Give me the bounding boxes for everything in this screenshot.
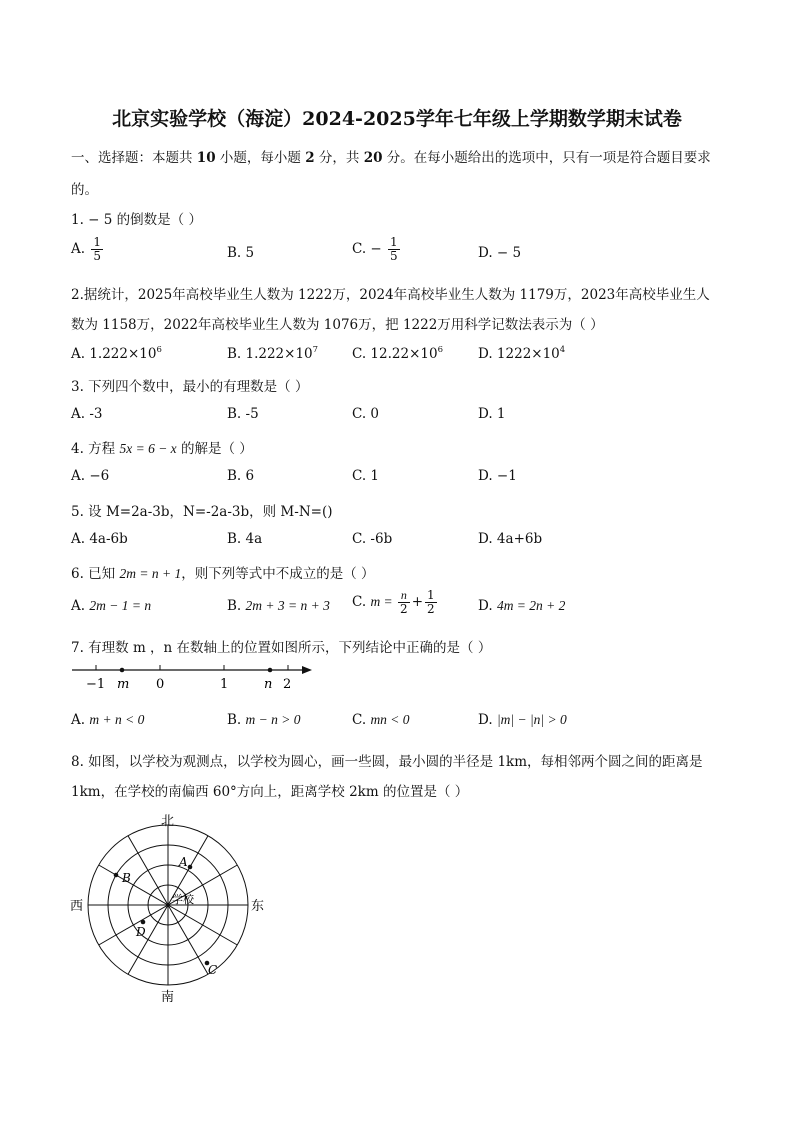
score-total: 20 <box>363 150 383 166</box>
q3-option-d[interactable]: D. 1 <box>478 406 506 422</box>
axis-label-0: 0 <box>156 677 165 692</box>
option-math: m + n < 0 <box>89 712 145 727</box>
option-text: B. 1.222×10 <box>227 346 313 362</box>
equation: 5x = 6 − x <box>119 441 177 456</box>
q2-option-b[interactable] <box>227 345 318 362</box>
axis-label-neg1: −1 <box>86 677 106 692</box>
q6-option-b[interactable] <box>227 598 330 614</box>
point-n <box>268 668 273 673</box>
q8-stem-line1: 8. 如图，以学校为观测点，以学校为圆心，画一些圆，最小圆的半径是 1km，每相邻两个圆之间的距离是 <box>71 754 703 770</box>
q7-option-c[interactable] <box>352 712 410 728</box>
west-label: 西 <box>70 899 84 914</box>
stem-text: ，则下列等式中不成立的是（ ） <box>181 566 375 582</box>
q4-stem <box>71 437 253 457</box>
axis-label-m: m <box>117 677 130 692</box>
denominator: 5 <box>390 249 398 263</box>
option-label: B. <box>227 712 242 728</box>
numerator: n <box>398 589 410 603</box>
option-text: A. 1.222×10 <box>71 346 157 362</box>
point-d <box>141 920 146 925</box>
school-label: 学校 <box>172 893 194 906</box>
q1-stem: 1. − 5 的倒数是（ ） <box>71 212 202 228</box>
section-instructions-cont: 的。 <box>71 182 98 198</box>
denominator: 2 <box>400 602 408 616</box>
section-text: 小题，每小题 <box>215 150 306 166</box>
south-label: 南 <box>161 990 175 1005</box>
option-math: |m| − |n| > 0 <box>496 712 567 727</box>
q4-option-c[interactable]: C. 1 <box>352 468 380 484</box>
option-math: 4m = 2n + 2 <box>496 598 566 613</box>
q1-option-c[interactable] <box>352 236 402 263</box>
option-math: 2m + 3 = n + 3 <box>245 598 330 613</box>
q4-option-b[interactable]: B. 6 <box>227 468 255 484</box>
compass-diagram <box>66 808 276 1008</box>
label-d: D <box>136 925 146 939</box>
option-text: D. 1222×10 <box>478 346 560 362</box>
option-text: C. 12.22×10 <box>352 346 438 362</box>
option-label: D. <box>478 598 493 614</box>
option-label: C. − <box>352 241 382 257</box>
option-math: mn < 0 <box>370 712 410 727</box>
axis-label-1: 1 <box>220 677 229 692</box>
section-instructions <box>71 146 711 166</box>
numerator: 1 <box>390 235 398 249</box>
q3-option-a[interactable]: A. -3 <box>71 406 103 422</box>
denominator: 5 <box>93 249 101 263</box>
section-text: 分，共 <box>314 150 364 166</box>
point-b <box>114 873 119 878</box>
q7-option-b[interactable] <box>227 712 301 728</box>
stem-text: 的解是（ ） <box>176 441 253 457</box>
numerator: 1 <box>427 588 435 602</box>
number-line-figure <box>66 658 326 694</box>
option-math: m = <box>370 594 397 609</box>
section-text: 一、选择题：本题共 <box>71 150 197 166</box>
q3-option-b[interactable]: B. -5 <box>227 406 259 422</box>
option-label: D. <box>478 712 493 728</box>
option-math: 2m − 1 = n <box>89 598 152 613</box>
numerator: 1 <box>93 235 101 249</box>
q2-option-d[interactable] <box>478 345 565 362</box>
q6-option-c[interactable] <box>352 589 439 616</box>
label-a: A <box>179 855 188 869</box>
axis-label-2: 2 <box>283 677 292 692</box>
axis-label-n: n <box>264 677 273 692</box>
q7-option-d[interactable] <box>478 712 567 728</box>
q5-option-b[interactable]: B. 4a <box>227 531 263 547</box>
arrow-head-icon <box>302 666 312 674</box>
q4-option-d[interactable]: D. −1 <box>478 468 517 484</box>
option-label: A. <box>71 712 86 728</box>
q2-stem-line1: 2.据统计，2025年高校毕业生人数为 1222万，2024年高校毕业生人数为 1179万，2023年高校毕业生人 <box>71 287 710 303</box>
east-label: 东 <box>251 899 265 914</box>
section-text: 分。在每小题给出的选项中，只有一项是符合题目要求 <box>382 150 711 166</box>
q5-stem: 5. 设 M=2a-3b，N=-2a-3b，则 M-N=() <box>71 504 333 520</box>
q1-option-b[interactable]: B. 5 <box>227 245 255 261</box>
q6-stem <box>71 562 375 582</box>
score-each: 2 <box>305 150 315 166</box>
exponent: 7 <box>312 345 319 355</box>
option-label: C. <box>352 594 367 610</box>
exponent: 4 <box>559 345 566 355</box>
q2-option-a[interactable] <box>71 345 162 362</box>
q5-option-d[interactable]: D. 4a+6b <box>478 531 543 547</box>
stem-text: 6. 已知 <box>71 566 120 582</box>
question-count: 10 <box>196 150 216 166</box>
q5-option-a[interactable]: A. 4a-6b <box>71 531 128 547</box>
point-a <box>188 865 193 870</box>
q1-option-d[interactable]: D. − 5 <box>478 245 522 261</box>
q3-option-c[interactable]: C. 0 <box>352 406 380 422</box>
stem-text: 4. 方程 <box>71 441 120 457</box>
option-label: C. <box>352 712 367 728</box>
fraction <box>91 236 103 263</box>
denominator: 2 <box>427 602 435 616</box>
option-label: B. <box>227 598 242 614</box>
q4-option-a[interactable]: A. −6 <box>71 468 110 484</box>
plus-sign: + <box>411 594 423 610</box>
q8-stem-line2: 1km，在学校的南偏西 60°方向上，距离学校 2km 的位置是（ ） <box>71 784 469 800</box>
fraction <box>398 589 410 616</box>
fraction <box>388 236 400 263</box>
label-c: C <box>208 963 218 977</box>
north-label: 北 <box>161 814 175 829</box>
option-label: A. <box>71 598 86 614</box>
q3-stem: 3. 下列四个数中，最小的有理数是（ ） <box>71 379 309 395</box>
fraction <box>425 589 437 616</box>
option-math: m − n > 0 <box>245 712 301 727</box>
q6-option-a[interactable] <box>71 598 151 614</box>
option-label: A. <box>71 241 86 257</box>
given-equation: 2m = n + 1 <box>119 566 182 581</box>
point-m <box>120 668 125 673</box>
q2-option-c[interactable] <box>352 345 443 362</box>
q1-option-a[interactable] <box>71 236 105 263</box>
q7-stem: 7. 有理数 m ，n 在数轴上的位置如图所示，下列结论中正确的是（ ） <box>71 640 492 656</box>
label-b: B <box>122 871 131 885</box>
exponent: 6 <box>437 345 443 355</box>
page-title: 北京实验学校（海淀）2024-2025学年七年级上学期数学期末试卷 <box>112 108 682 130</box>
q6-option-d[interactable] <box>478 598 565 614</box>
q7-option-a[interactable] <box>71 712 144 728</box>
q2-stem-line2: 数为 1158万，2022年高校毕业生人数为 1076万，把 1222万用科学记数法表示为（ ） <box>71 317 604 333</box>
exponent: 6 <box>156 345 162 355</box>
q5-option-c[interactable]: C. -6b <box>352 531 393 547</box>
